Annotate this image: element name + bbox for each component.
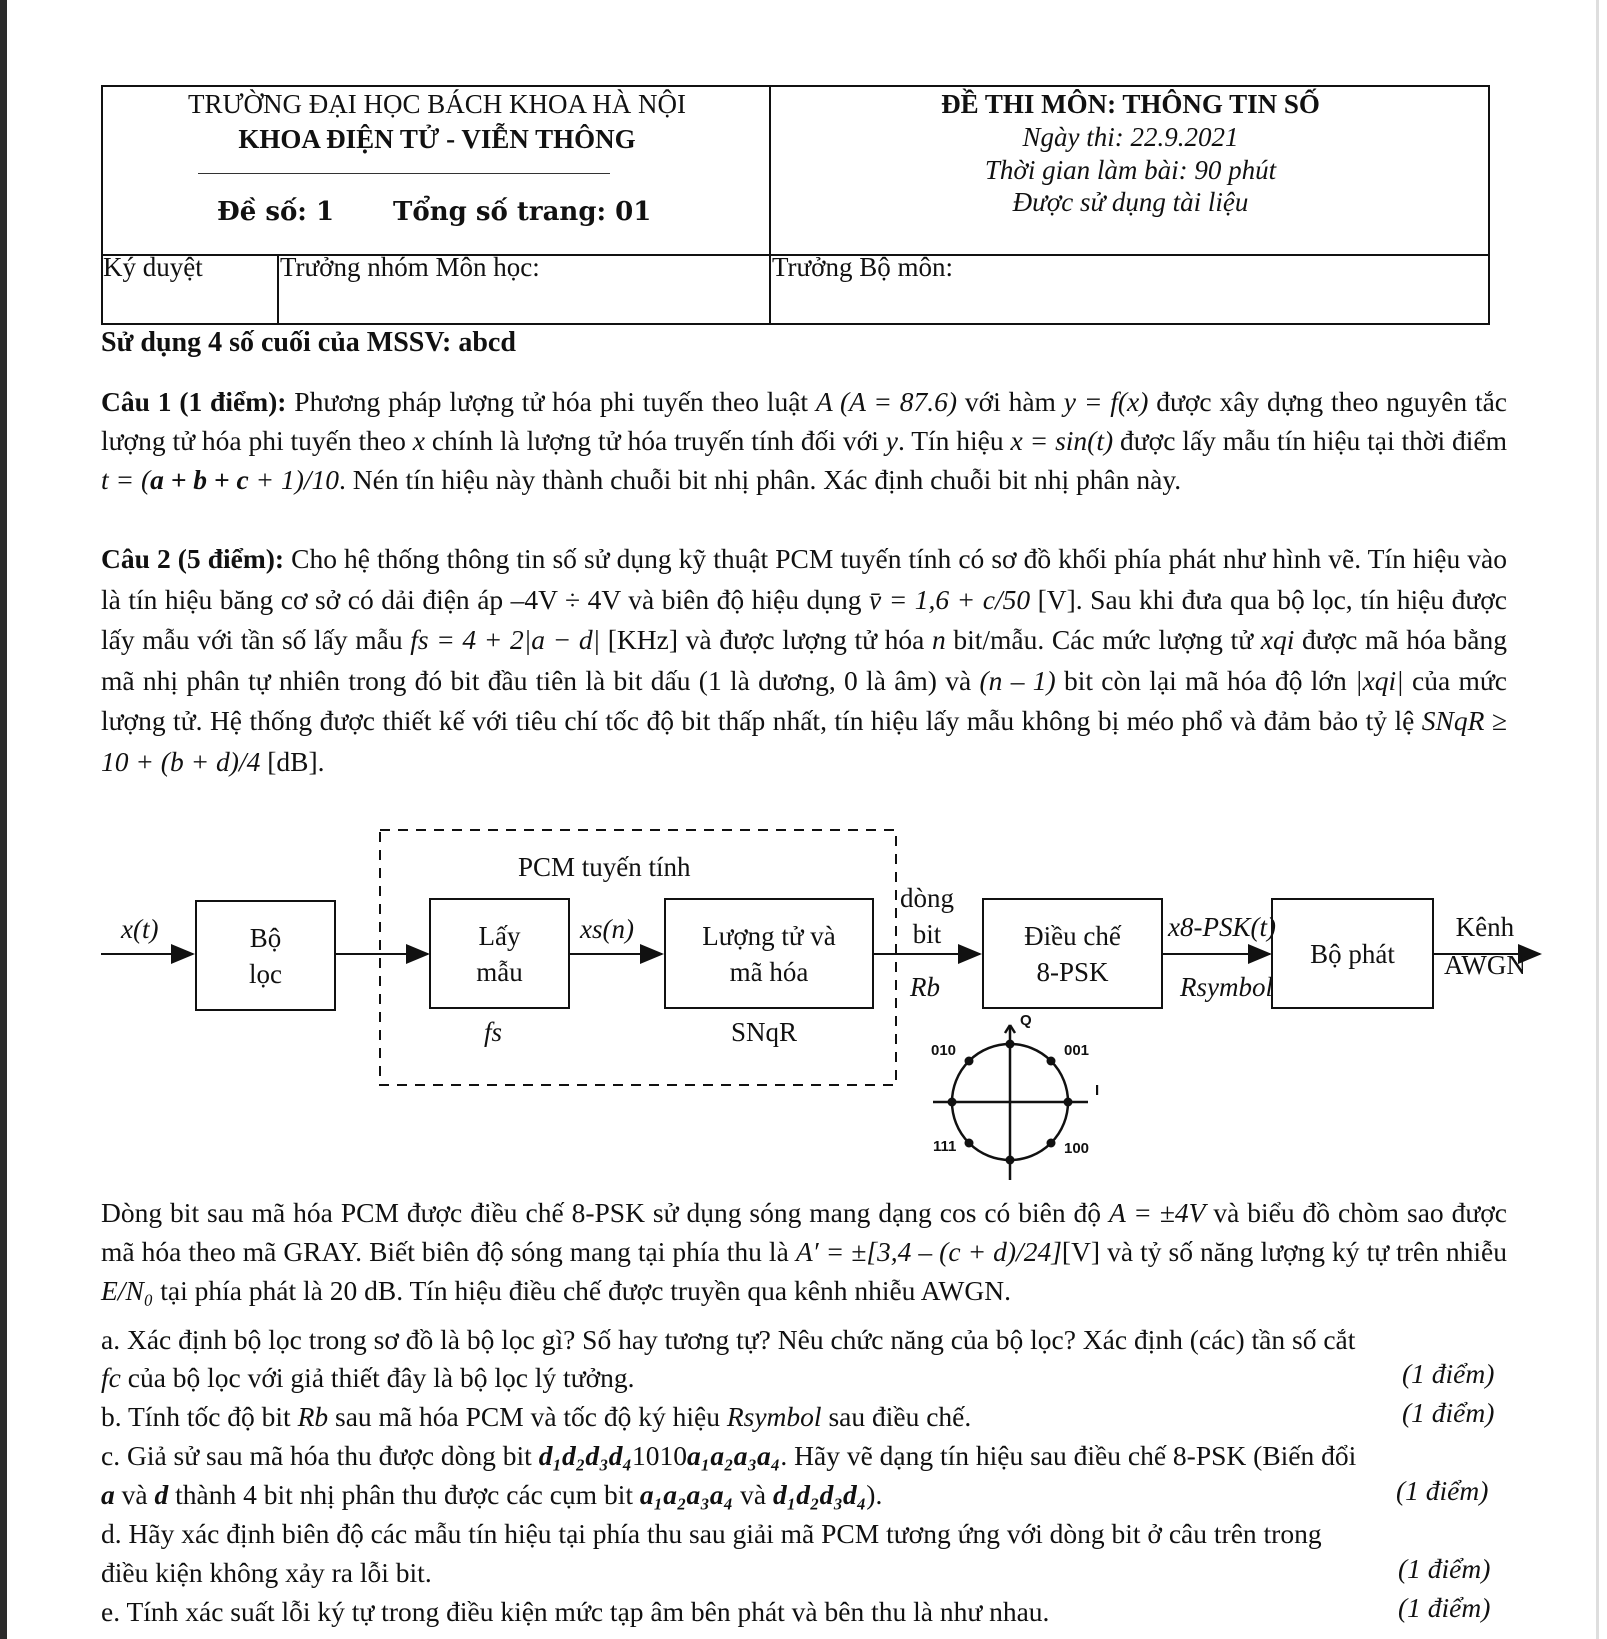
question-1-title: Câu 1 (1 điểm): xyxy=(101,386,287,417)
faculty-name: KHOA ĐIỆN TỬ - VIỄN THÔNG xyxy=(238,124,636,154)
constellation-point xyxy=(1006,1040,1015,1049)
symbol-rate-label: Rsymbol xyxy=(1180,972,1273,1002)
subquestion-a-points: (1 điểm) xyxy=(1402,1358,1495,1389)
snqr-label: SNqR xyxy=(731,1017,798,1047)
subquestion-a-line1: a. Xác định bộ lọc trong sơ đồ là bộ lọc gì? Số hay tương tự? Nêu chức năng của bộ lọc? Xác định (các) tần số cắt xyxy=(101,1324,1356,1355)
exam-number: Đề số: 1 xyxy=(217,197,335,227)
sampler-block: Lấy mẫu xyxy=(429,898,570,1009)
sampled-signal-label: xs(n) xyxy=(580,914,634,944)
awgn-channel-label: Kênh AWGN xyxy=(1444,912,1526,980)
filter-block: Bộ lọc xyxy=(195,900,336,1011)
subquestion-c-line1: c. Giả sử sau mã hóa thu được dòng bit d₁d₂d₃d₄1010a₁a₂a₃a₄. Hãy vẽ dạng tín hiệu sau điều chế 8-PSK (Biến đổi xyxy=(101,1440,1357,1471)
pcm-block-diagram xyxy=(0,820,1607,1190)
school-name: TRƯỜNG ĐẠI HỌC BÁCH KHOA HÀ NỘI xyxy=(188,89,686,119)
constellation-label-100: 100 xyxy=(1064,1140,1090,1157)
bitstream-label: dòng bit xyxy=(900,883,954,949)
constellation-point-010 xyxy=(965,1057,974,1066)
subquestion-d-line1: d. Hãy xác định biên độ các mẫu tín hiệu tại phía thu sau giải mã PCM tương ứng với dòng bit ở câu trên trong xyxy=(101,1518,1322,1549)
subquestion-b-points: (1 điểm) xyxy=(1402,1397,1495,1428)
constellation-label-001: 001 xyxy=(1064,1042,1090,1059)
subquestion-d-points: (1 điểm) xyxy=(1398,1553,1491,1584)
constellation-point xyxy=(1064,1098,1073,1107)
header-underline xyxy=(198,173,610,174)
constellation-label-111: 111 xyxy=(933,1138,957,1155)
constellation-i-label: I xyxy=(1095,1082,1100,1099)
exam-date: Ngày thi: 22.9.2021 xyxy=(1022,122,1239,152)
subquestion-c-line2: a và d thành 4 bit nhị phân thu được các cụm bit a₁a₂a₃a₄ và d₁d₂d₃d₄). xyxy=(101,1479,883,1510)
exam-docs-note: Được sử dụng tài liệu xyxy=(1012,187,1249,217)
constellation-point xyxy=(1006,1156,1015,1165)
exam-title: ĐỀ THI MÔN: THÔNG TIN SỐ xyxy=(941,89,1320,119)
constellation-point-001 xyxy=(1047,1057,1056,1066)
subquestion-b: b. Tính tốc độ bit Rb sau mã hóa PCM và tốc độ ký hiệu Rsymbol sau điều chế. xyxy=(101,1401,972,1432)
sampling-frequency-label: fs xyxy=(484,1017,503,1047)
psk-modulator-block: Điều chế 8-PSK xyxy=(982,898,1163,1009)
sign-label: Ký duyệt xyxy=(103,252,203,282)
subquestion-e-points: (1 điểm) xyxy=(1398,1592,1491,1623)
subquestion-e: e. Tính xác suất lỗi ký tự trong điều kiện mức tạp âm bên phát và bên thu là như nhau. xyxy=(101,1596,1050,1627)
subquestion-a-line2: fc của bộ lọc với giả thiết đây là bộ lọc lý tưởng. xyxy=(101,1362,635,1393)
exam-time: Thời gian làm bài: 90 phút xyxy=(984,155,1277,185)
mssv-note: Sử dụng 4 số cuối của MSSV: abcd xyxy=(101,327,516,358)
constellation-q-label: Q xyxy=(1020,1012,1032,1029)
pcm-label: PCM tuyến tính xyxy=(518,852,691,882)
psk-signal-label: x8-PSK(t) xyxy=(1168,912,1276,942)
constellation-point-100 xyxy=(1047,1139,1056,1148)
question-1: Câu 1 (1 điểm): Phương pháp lượng tử hóa phi tuyến theo luật A (A = 87.6) với hàm y = f(x) được xây dựng theo nguyên tắc lượng tử hóa phi tuyến theo x chính là lượng tử hóa truyến tính đối với y. Tín hiệu x = sin(t) được lấy mẫu tín hiệu tại thời điểm t = (a + b + c + 1)/10. Nén tín hiệu này thành chuỗi bit nhị phân. Xác định chuỗi bit nhị phân này. xyxy=(101,386,1507,495)
quantizer-encoder-block: Lượng tử và mã hóa xyxy=(664,898,874,1009)
question-2-title: Câu 2 (5 điểm): xyxy=(101,543,285,574)
group-lead-label: Trưởng nhóm Môn học: xyxy=(280,252,540,282)
subquestion-d-line2: điều kiện không xảy ra lỗi bit. xyxy=(101,1557,432,1588)
constellation-point xyxy=(948,1098,957,1107)
dept-lead-label: Trưởng Bộ môn: xyxy=(772,252,953,282)
subquestion-c-points: (1 điểm) xyxy=(1396,1475,1489,1506)
signature-divider xyxy=(277,254,279,323)
bitrate-label: Rb xyxy=(910,972,940,1002)
constellation-point-111 xyxy=(965,1139,974,1148)
transmitter-block: Bộ phát xyxy=(1271,898,1434,1009)
question-2: Câu 2 (5 điểm): Cho hệ thống thông tin số sử dụng kỹ thuật PCM tuyến tính có sơ đồ khối phía phát như hình vẽ. Tín hiệu vào là tín hiệu băng cơ sở có dải điện áp –4V ÷ 4V và biên độ hiệu dụng v̄ = 1,6 + c/50 [V]. Sau khi đưa qua bộ lọc, tín hiệu được lấy mẫu với tần số lấy mẫu fs = 4 + 2|a − d| [KHz] và được lượng tử hóa n bit/mẫu. Các mức lượng tử xqi được mã hóa bằng mã nhị phân tự nhiên trong đó bit đầu tiên là bit dấu (1 là dương, 0 là âm) và (n – 1) bit còn lại mã hóa độ lớn |xqi| của mức lượng tử. Hệ thống được thiết kế với tiêu chí tốc độ bit thấp nhất, tín hiệu lấy mẫu không bị méo phổ và đảm bảo tỷ lệ SNqR ≥ 10 + (b + d)/4 [dB]. xyxy=(101,543,1508,777)
input-signal-label: x(t) xyxy=(121,914,159,944)
modulation-description: Dòng bit sau mã hóa PCM được điều chế 8-PSK sử dụng sóng mang dạng cos có biên độ A = ±4V và biểu đồ chòm sao được mã hóa theo mã GRAY. Biết biên độ sóng mang tại phía thu là A′ = ±[3,4 – (c + d)/24][V] và tỷ số năng lượng ký tự trên nhiễu E/N₀ tại phía phát là 20 dB. Tín hiệu điều chế được truyền qua kênh nhiễu AWGN. xyxy=(101,1197,1508,1306)
exam-header-table xyxy=(101,85,1490,325)
constellation-label-010: 010 xyxy=(931,1042,957,1059)
total-pages: Tổng số trang: 01 xyxy=(393,197,652,227)
